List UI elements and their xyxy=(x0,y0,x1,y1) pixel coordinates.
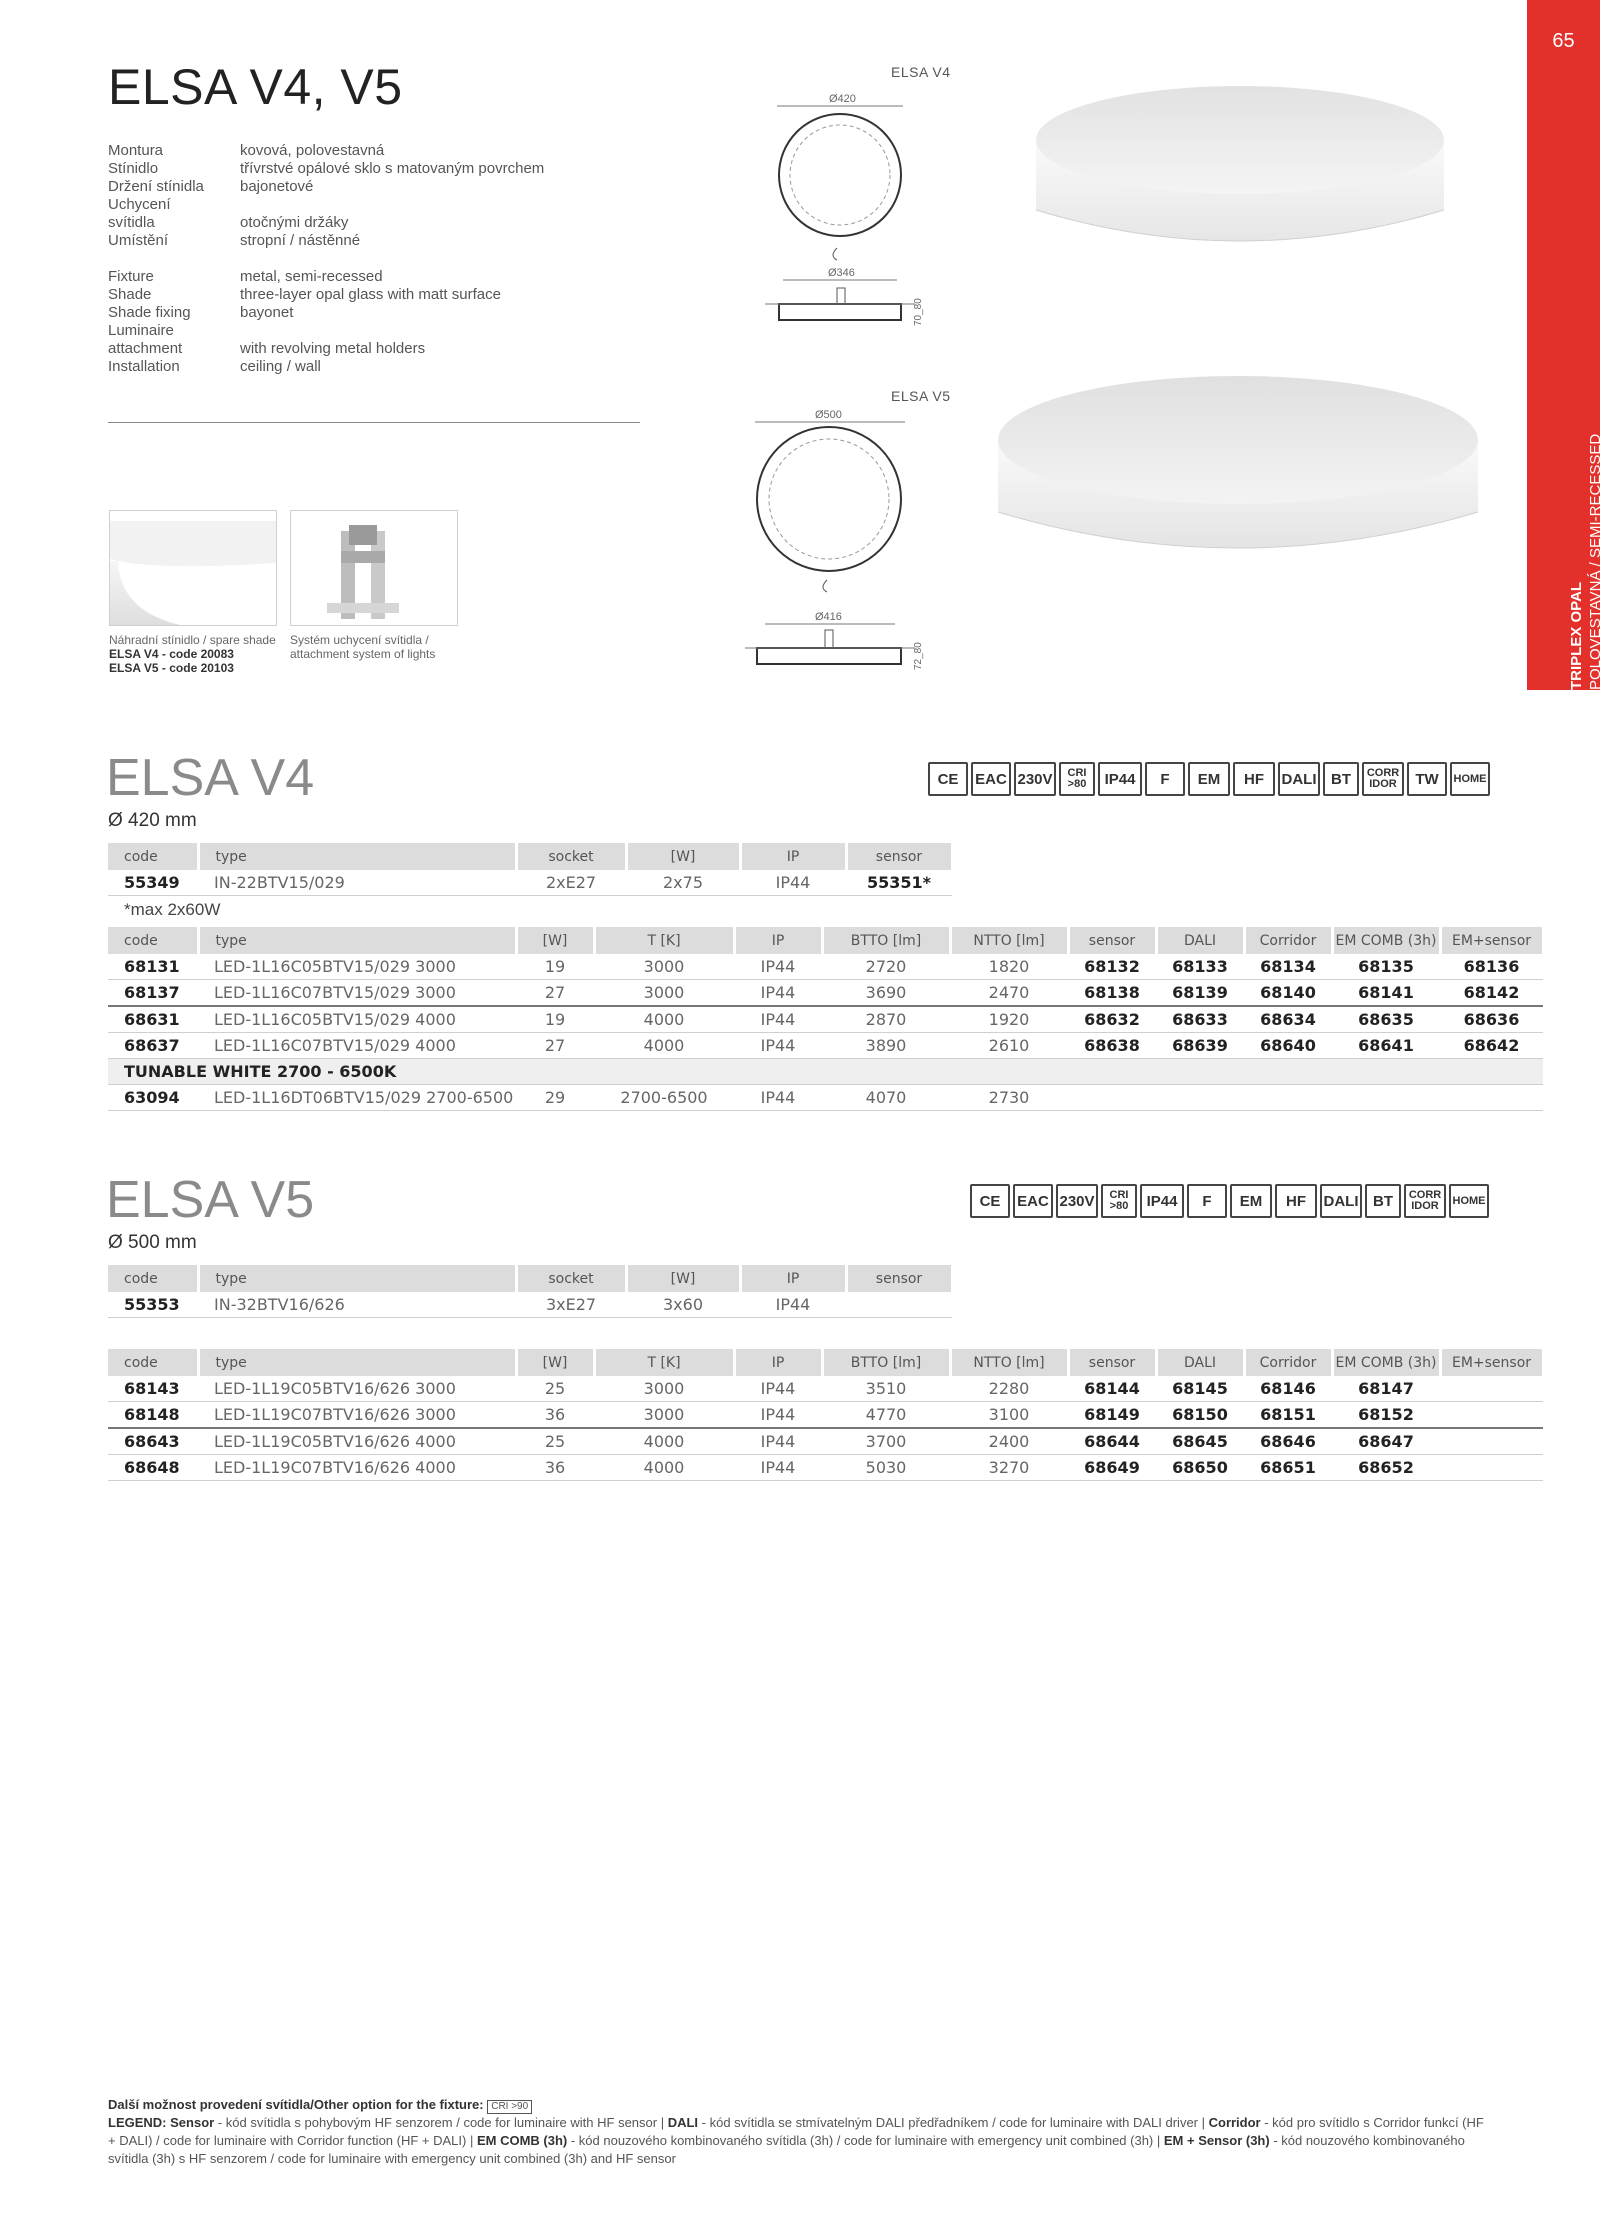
spec-value: metal, semi-recessed xyxy=(240,268,383,285)
table-row: 55349 IN-22BTV15/029 2xE27 2x75 IP44 55351* xyxy=(108,870,952,896)
ce-mark-icon: CE xyxy=(970,1184,1010,1218)
col-header: EM COMB (3h) xyxy=(1332,927,1440,954)
col-header: socket xyxy=(516,843,626,870)
table-header-row xyxy=(108,1265,952,1292)
spec-row xyxy=(108,340,501,358)
spec-row xyxy=(108,268,501,286)
bluetooth-icon: BT xyxy=(1323,762,1359,796)
spec-label: Držení stínidla xyxy=(108,178,204,195)
col-header: sensor xyxy=(846,1265,952,1292)
group-label-tunable-white: TUNABLE WHITE 2700 - 6500K xyxy=(108,1059,1543,1085)
specs-cz xyxy=(108,142,544,250)
table-row: 68648 LED-1L19C07BTV16/626 4000 36 4000 IP44 5030 3270 68649 68650 68651 68652 xyxy=(108,1455,1543,1481)
spec-value: stropní / nástěnné xyxy=(240,232,361,249)
spec-row xyxy=(108,232,544,250)
col-header: T [K] xyxy=(594,927,734,954)
col-header: IP xyxy=(734,1349,822,1376)
col-header: [W] xyxy=(516,927,594,954)
spec-label: Stínidlo xyxy=(108,160,159,177)
smart-home-icon: HOME xyxy=(1450,762,1490,796)
col-header: code xyxy=(108,927,198,954)
dim-outer-v4: Ø420 xyxy=(829,93,856,105)
certification-icons-v5 xyxy=(970,1184,1489,1218)
col-header: EM+sensor xyxy=(1440,1349,1543,1376)
col-header: IP xyxy=(740,843,846,870)
spare-shade-illustration xyxy=(110,511,276,625)
dim-height-v5: 72_80 xyxy=(913,642,924,670)
section-subtitle-v5: Ø 500 mm xyxy=(108,1232,197,1253)
spec-value: kovová, polovestavná xyxy=(240,142,385,159)
col-header: type xyxy=(198,1349,516,1376)
table-row: 68137 LED-1L16C07BTV15/029 3000 27 3000 IP44 3690 2470 68138 68139 68140 68141 68142 xyxy=(108,980,1543,1007)
table-header-row xyxy=(108,927,1543,954)
spec-row xyxy=(108,214,544,232)
corridor-icon: CORR IDOR xyxy=(1362,762,1404,796)
table-row: 68637 LED-1L16C07BTV15/029 4000 27 4000 IP44 3890 2610 68638 68639 68640 68641 68642 xyxy=(108,1033,1543,1059)
spec-value: three-layer opal glass with matt surface xyxy=(240,286,501,303)
col-header: EM COMB (3h) xyxy=(1332,1349,1440,1376)
side-tab-label xyxy=(1567,370,1605,690)
spec-label: Montura xyxy=(108,142,164,159)
col-header: type xyxy=(198,843,516,870)
spec-label: Umístění xyxy=(108,232,169,249)
table-header-row xyxy=(108,1349,1543,1376)
col-header: sensor xyxy=(1068,927,1156,954)
eac-mark-icon: EAC xyxy=(971,762,1011,796)
dali-icon: DALI xyxy=(1278,762,1320,796)
ip44-icon: IP44 xyxy=(1098,762,1142,796)
col-header: [W] xyxy=(516,1349,594,1376)
attachment-system-image xyxy=(290,510,458,626)
dim-outer-v5: Ø500 xyxy=(815,409,842,421)
col-header: Corridor xyxy=(1244,1349,1332,1376)
voltage-icon: 230V xyxy=(1056,1184,1098,1218)
spare-shade-caption: Náhradní stínidlo / spare shade ELSA V4 - code 20083 ELSA V5 - code 20103 xyxy=(109,633,276,675)
dim-inner-v5: Ø416 xyxy=(815,611,842,623)
attachment-bracket-illustration xyxy=(291,511,457,625)
spec-label: Luminaire xyxy=(108,322,174,339)
spec-label: Fixture xyxy=(108,268,154,285)
attachment-caption: Systém uchycení svítidla / attachment system of lights xyxy=(290,633,436,661)
table-row: 68643 LED-1L19C05BTV16/626 4000 25 4000 IP44 3700 2400 68644 68645 68646 68647 xyxy=(108,1428,1543,1455)
spec-row xyxy=(108,142,544,160)
spec-label: svítidla xyxy=(108,214,155,231)
page-title: ELSA V4, V5 xyxy=(108,59,403,115)
spec-value: bajonetové xyxy=(240,178,314,195)
cri-icon: CRI >80 xyxy=(1059,762,1095,796)
spec-value: bayonet xyxy=(240,304,294,321)
emergency-icon: EM xyxy=(1230,1184,1272,1218)
col-header: NTTO [lm] xyxy=(950,1349,1068,1376)
col-header: type xyxy=(198,1265,516,1292)
table-v5-led xyxy=(108,1349,1545,1481)
ce-mark-icon: CE xyxy=(928,762,968,796)
cri-icon: CRI >80 xyxy=(1101,1184,1137,1218)
technical-drawing-v4 xyxy=(745,88,945,338)
col-header: DALI xyxy=(1156,927,1244,954)
table-v4-led xyxy=(108,927,1545,1111)
col-header: T [K] xyxy=(594,1349,734,1376)
spec-value: otočnými držáky xyxy=(240,214,349,231)
spec-row xyxy=(108,196,544,214)
footnote-max-wattage: *max 2x60W xyxy=(124,900,221,919)
col-header: code xyxy=(108,1265,198,1292)
spec-label: Shade fixing xyxy=(108,304,191,321)
table-row: 68143 LED-1L19C05BTV16/626 3000 25 3000 IP44 3510 2280 68144 68145 68146 68147 xyxy=(108,1376,1543,1402)
spec-row xyxy=(108,178,544,196)
table-v4-conventional xyxy=(108,843,954,896)
header-divider xyxy=(108,422,640,423)
table-row: 68631 LED-1L16C05BTV15/029 4000 19 4000 IP44 2870 1920 68632 68633 68634 68635 68636 xyxy=(108,1006,1543,1033)
page-number: 65 xyxy=(1552,30,1575,52)
eac-mark-icon: EAC xyxy=(1013,1184,1053,1218)
col-header: NTTO [lm] xyxy=(950,927,1068,954)
spec-value: ceiling / wall xyxy=(240,358,321,375)
spare-shade-image xyxy=(109,510,277,626)
side-tab-line2: POLOVESTAVNÁ / SEMI-RECESSED xyxy=(1587,433,1604,690)
smart-home-icon: HOME xyxy=(1449,1184,1489,1218)
table-header-row xyxy=(108,843,952,870)
section-title-v4: ELSA V4 xyxy=(106,749,315,807)
hf-sensor-icon: HF xyxy=(1275,1184,1317,1218)
drawing-title-v5: ELSA V5 xyxy=(891,388,951,404)
col-header: code xyxy=(108,843,198,870)
spec-row xyxy=(108,358,501,376)
table-row: 63094 LED-1L16DT06BTV15/029 2700-6500 29 2700-6500 IP44 4070 2730 xyxy=(108,1085,1543,1111)
section-subtitle-v4: Ø 420 mm xyxy=(108,810,197,831)
col-header: sensor xyxy=(846,843,952,870)
spec-row xyxy=(108,304,501,322)
dim-height-v4: 70_80 xyxy=(913,298,924,326)
col-header: [W] xyxy=(626,843,740,870)
spec-row xyxy=(108,286,501,304)
hf-sensor-icon: HF xyxy=(1233,762,1275,796)
col-header: BTTO [lm] xyxy=(822,1349,950,1376)
spec-label: Installation xyxy=(108,358,180,375)
drawing-title-v4: ELSA V4 xyxy=(891,64,951,80)
col-header: type xyxy=(198,927,516,954)
cri-90-icon: CRI >90 xyxy=(487,2100,532,2114)
table-v5-conventional xyxy=(108,1265,954,1318)
specs-en xyxy=(108,268,501,376)
col-header: sensor xyxy=(1068,1349,1156,1376)
f-mark-icon: F xyxy=(1145,762,1185,796)
ip44-icon: IP44 xyxy=(1140,1184,1184,1218)
col-header: [W] xyxy=(626,1265,740,1292)
spec-label: Uchycení xyxy=(108,196,171,213)
col-header: IP xyxy=(734,927,822,954)
technical-drawing-v5 xyxy=(745,408,945,678)
other-option-label: Další možnost provedení svítidla/Other option for the fixture: xyxy=(108,2097,484,2112)
spec-row xyxy=(108,322,501,340)
corridor-icon: CORR IDOR xyxy=(1404,1184,1446,1218)
bluetooth-icon: BT xyxy=(1365,1184,1401,1218)
spec-label: attachment xyxy=(108,340,183,357)
col-header: EM+sensor xyxy=(1440,927,1543,954)
dali-icon: DALI xyxy=(1320,1184,1362,1218)
table-row: 55353 IN-32BTV16/626 3xE27 3x60 IP44 xyxy=(108,1292,952,1318)
product-image-v4 xyxy=(1030,82,1450,267)
legend-text: LEGEND: Sensor - kód svítidla s pohybovým HF senzorem / code for luminaire with HF sensor | DALI - kód svítidla se stmívatelným DALI předřadníkem / code for luminaire with DALI driver | Corridor - kód pro svítidlo s Corridor funkcí (HF + DALI) / code for luminaire with Corridor function (HF + DALI) | EM COMB (3h) - kód nouzového kombinovaného svítidla (3h) / code for luminaire with emergency unit combined (3h) | EM + Sensor (3h) - kód nouzového kombinovaného svítidla (3h) s HF senzorem / code for luminaire with emergency unit combined (3h) and HF sensor xyxy=(108,2115,1484,2166)
voltage-icon: 230V xyxy=(1014,762,1056,796)
section-title-v5: ELSA V5 xyxy=(106,1171,315,1229)
col-header: Corridor xyxy=(1244,927,1332,954)
legend xyxy=(108,2096,1493,2168)
col-header: socket xyxy=(516,1265,626,1292)
table-row: 68131 LED-1L16C05BTV15/029 3000 19 3000 IP44 2720 1820 68132 68133 68134 68135 68136 xyxy=(108,954,1543,980)
dim-inner-v4: Ø346 xyxy=(828,267,855,279)
spec-label: Shade xyxy=(108,286,152,303)
spec-value: třívrstvé opálové sklo s matovaným povrchem xyxy=(240,160,545,177)
col-header: DALI xyxy=(1156,1349,1244,1376)
spec-value: with revolving metal holders xyxy=(240,340,426,357)
tunable-white-icon: TW xyxy=(1407,762,1447,796)
side-tab-line1: TRIPLEX OPAL xyxy=(1568,581,1585,690)
emergency-icon: EM xyxy=(1188,762,1230,796)
col-header: BTTO [lm] xyxy=(822,927,950,954)
f-mark-icon: F xyxy=(1187,1184,1227,1218)
certification-icons-v4 xyxy=(928,762,1490,796)
table-group-row xyxy=(108,1059,1543,1085)
table-row: 68148 LED-1L19C07BTV16/626 3000 36 3000 IP44 4770 3100 68149 68150 68151 68152 xyxy=(108,1402,1543,1429)
col-header: IP xyxy=(740,1265,846,1292)
spec-row xyxy=(108,160,544,178)
col-header: code xyxy=(108,1349,198,1376)
product-image-v5 xyxy=(994,372,1482,572)
